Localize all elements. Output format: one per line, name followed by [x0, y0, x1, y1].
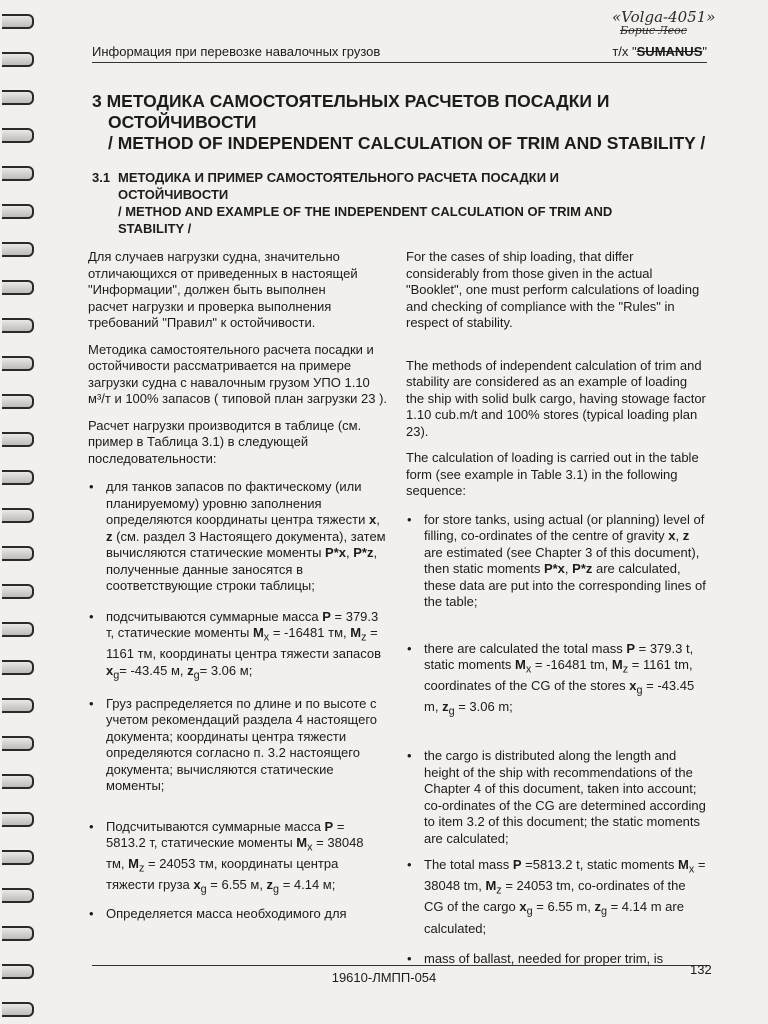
section-3-1-heading [92, 169, 712, 237]
ru-b2-text-c: = -16481 тм, [269, 625, 351, 640]
vessel-prefix: т/х " [612, 44, 637, 59]
ru-b4-text-e: = 6.55 м, [206, 877, 267, 893]
vessel-suffix: " [702, 44, 707, 59]
binding-ring [2, 812, 34, 827]
russian-column [88, 249, 388, 923]
binding-ring [2, 888, 34, 903]
en-b2-mx: M [515, 657, 526, 672]
ru-bullet-1 [88, 479, 388, 595]
ru-b1-x: x [368, 512, 377, 527]
ru-b4-text-a: Подсчитываются суммарные масса [106, 818, 325, 834]
en-b5-text: mass of ballast, needed for proper trim, is [424, 951, 664, 967]
section-3-heading-line1: 3 МЕТОДИКА САМОСТОЯТЕЛЬНЫХ РАСЧЕТОВ ПОСАДКИ И [92, 91, 610, 111]
bullet-dot: • [407, 640, 412, 656]
footer-document-code: 19610-ЛМПП-054 [331, 970, 437, 985]
ru-b4-xg: x [193, 877, 201, 893]
ru-b4-text-f: = 4.14 м; [279, 877, 336, 893]
en-b2-mx-sub: x [525, 663, 532, 676]
binding-ring [2, 90, 34, 105]
ru-b2-zg: z [187, 662, 194, 678]
binding-ring [2, 356, 34, 371]
binding-ring [2, 508, 34, 523]
en-b4-text-f: = 4.14 m are calculated; [424, 899, 684, 936]
ru-b2-text-f: = 3.06 м; [199, 662, 253, 678]
binding-ring [2, 128, 34, 143]
en-b2-zg-sub: g [448, 705, 455, 718]
ru-b2-zg-sub: g [193, 669, 200, 682]
ru-b4-mx: M [296, 835, 308, 851]
binding-ring [2, 584, 34, 599]
en-b2-text-d: = 1161 tm, coordinates of the CG of the stores [424, 657, 693, 694]
en-b2-p: P [626, 640, 636, 656]
header-divider [92, 62, 707, 63]
bullet-dot: • [407, 951, 412, 967]
ru-b4-mx-sub: x [307, 841, 313, 854]
ru-b4-xg-sub: g [200, 883, 207, 896]
ru-b2-mx-sub: x [263, 631, 270, 644]
ru-b4-p: P [324, 818, 334, 834]
en-b2-zg: z [442, 699, 449, 715]
bullet-dot: • [89, 479, 94, 494]
section-3-1-line4: STABILITY / [118, 221, 192, 236]
en-b1-text-a: for store tanks, using actual (or planning) level of filling, co-ordinates of the centre of gravity [424, 511, 705, 543]
ru-b3-text: Груз распределяется по длине и по высоте с учетом рекомендаций раздела 4 настоящего документа; координаты центра тяжести определяются согласно п. 3.2 настоящего документа; вычисляются статические моменты; [106, 695, 378, 794]
bullet-dot: • [407, 511, 412, 527]
en-b1-x: x [668, 528, 676, 543]
binding-ring [2, 242, 34, 257]
en-b4-text-b: =5813.2 t, static moments [521, 857, 678, 873]
en-bullet-2 [406, 641, 706, 721]
ru-b4-text-d: = 24053 тм, координаты центра тяжести груза [106, 856, 339, 893]
binding-ring [2, 432, 34, 447]
section-3-heading [92, 91, 732, 154]
en-b1-text-c: are estimated (see Chapter 3 of this document), then static moments [424, 544, 700, 576]
binding-ring [2, 546, 34, 561]
en-b4-zg: z [594, 899, 601, 915]
section-3-1-line1: МЕТОДИКА И ПРИМЕР САМОСТОЯТЕЛЬНОГО РАСЧЕТА ПОСАДКИ И [118, 170, 560, 185]
ru-paragraph-2: Методика самостоятельного расчета посадки и остойчивости рассматривается на примере загрузки судна с навалочным грузом УПО 1.10 м³/т и 100% запасов ( типовой план загрузки 23 ). [88, 341, 388, 406]
bullet-dot: • [89, 906, 94, 922]
ru-b2-xg: x [106, 662, 114, 678]
ru-b1-text-c: (см. раздел 3 Настоящего документа), затем вычисляются статические моменты [106, 528, 386, 560]
binding-ring [2, 166, 34, 181]
binding-ring [2, 14, 34, 29]
bullet-dot: • [407, 857, 412, 873]
en-b1-text-b: , [675, 528, 683, 543]
binding-ring [2, 926, 34, 941]
section-3-1-number: 3.1 [92, 170, 111, 185]
en-b1-text-e: are calculated, these data are put into the corresponding lines of the table; [424, 561, 706, 609]
en-b2-mz: M [611, 657, 623, 672]
ru-b4-text-c: = 38048 тм, [106, 835, 364, 872]
en-b4-p: P [512, 857, 522, 873]
ru-b4-zg: z [266, 877, 274, 893]
ru-paragraph-3: Расчет нагрузки производится в таблице (см. пример в Таблица 3.1) в следующей последовательности: [88, 417, 362, 466]
en-b4-xg: x [519, 899, 527, 915]
en-b2-text-e: = -43.45 m, [424, 678, 695, 715]
ru-bullet-3 [88, 696, 386, 795]
binding-ring [2, 318, 34, 333]
en-b2-xg-sub: g [636, 684, 643, 697]
ru-b1-text-e: , полученные данные заносятся в соответствующие строки таблицы; [106, 545, 378, 593]
binding-ring [2, 850, 34, 865]
section-3-heading-line2: ОСТОЙЧИВОСТИ [108, 112, 257, 132]
ru-b2-mz: M [350, 625, 362, 640]
ru-b2-text-d: = 1161 тм, координаты центра тяжести запасов [106, 625, 382, 662]
binding-ring [2, 470, 34, 485]
en-b2-text-f: = 3.06 m; [454, 699, 513, 715]
footer-divider [92, 965, 707, 966]
ru-bullet-2 [88, 609, 381, 684]
vessel-name: SUMANUS [636, 44, 703, 59]
english-column [406, 249, 706, 968]
ru-b2-text-b: = 379.3 т, статические моменты [106, 608, 379, 640]
page-number: 132 [690, 962, 712, 977]
en-b2-mz-sub: z [622, 663, 629, 676]
binding-ring [2, 204, 34, 219]
ru-b2-text-e: = -43.45 м, [119, 662, 188, 678]
binding-ring [2, 280, 34, 295]
en-b1-z: z [682, 528, 690, 543]
ru-paragraph-1: Для случаев нагрузки судна, значительно отличающихся от приведенных в настоящей "Информации", должен быть выполнен расчет нагрузки и проверка выполнения требований "Правил" к остойчивости. [88, 249, 358, 330]
en-b4-zg-sub: g [600, 906, 607, 919]
ru-b2-mx: M [252, 625, 264, 640]
en-b3-text: the cargo is distributed along the length and height of the ship with recommendations of the Chapter 4 of this document, taken into account; co-ordinates of the CG are determined according to item 3.2 of this document; the static moments are calculated; [424, 748, 706, 846]
en-b2-text-b: = 379.3 t, static moments [424, 640, 694, 672]
ru-b2-mz-sub: z [361, 631, 367, 644]
en-paragraph-1: For the cases of ship loading, that differ considerably from those given in the actual "Booklet", one must perform calculations of loading and checking of compliance with the "Rules" in respect of stability. [406, 249, 700, 330]
en-b4-text-d: = 24053 tm, co-ordinates of the CG of the cargo [424, 878, 686, 915]
ru-b2-p: P [322, 608, 331, 624]
en-b1-pz: P*z [572, 561, 593, 576]
en-bullet-4 [406, 857, 706, 937]
bullet-dot: • [407, 748, 412, 764]
en-b4-text-e: = 6.55 m, [532, 899, 595, 915]
en-b4-xg-sub: g [526, 906, 533, 919]
handwritten-annotation [612, 8, 715, 37]
binding-ring [2, 394, 34, 409]
ru-bullet-4 [88, 819, 381, 899]
bullet-dot: • [89, 818, 94, 834]
ru-b1-text-a: для танков запасов по фактическому (или планируемому) уровню заполнения определяются координаты центра тяжести [106, 479, 369, 527]
ru-b4-mz-sub: z [138, 862, 145, 875]
ru-b4-mz: M [128, 856, 139, 872]
en-bullet-1 [406, 512, 706, 611]
handwritten-struck-text: Борис Леос [620, 24, 687, 37]
binding-ring [2, 52, 34, 67]
binding-ring [2, 622, 34, 637]
bullet-dot: • [89, 695, 94, 711]
ru-b1-px: P*x [325, 545, 346, 560]
ru-b2-text-a: подсчитываются суммарные масса [106, 608, 323, 624]
ru-b4-text-b: = 5813.2 т, статические моменты [106, 818, 345, 851]
header-title: Информация при перевозке навалочных грузов [92, 44, 381, 59]
en-b4-mx-sub: x [688, 863, 695, 876]
ru-b5-text: Определяется масса необходимого для [106, 906, 347, 922]
en-b4-mz: M [485, 878, 497, 894]
ru-b2-xg-sub: g [113, 669, 120, 682]
ru-b1-pz: P*z [353, 545, 374, 560]
section-3-1-line3: / METHOD AND EXAMPLE OF THE INDEPENDENT CALCULATION OF TRIM AND [118, 204, 613, 219]
ru-bullet-5 [88, 906, 388, 923]
en-b4-mx: M [678, 857, 689, 873]
section-3-1-line2: ОСТОЙЧИВОСТИ [118, 187, 229, 202]
ru-b1-z: z [106, 528, 113, 544]
header-vessel [612, 44, 707, 59]
binding-ring [2, 698, 34, 713]
section-3-heading-line3: / METHOD OF INDEPENDENT CALCULATION OF TRIM AND STABILITY / [108, 133, 706, 153]
ru-b4-zg-sub: g [273, 883, 280, 896]
spiral-binding [0, 0, 38, 1024]
en-b2-xg: x [629, 678, 637, 694]
en-paragraph-2: The methods of independent calculation of trim and stability are considered as an example of loading the ship with solid bulk cargo, having stowage factor 1.10 cub.m/t and 100% stores (typical loading plan 23). [406, 357, 706, 439]
en-b1-text-d: , [564, 561, 573, 576]
en-b4-text-a: The total mass [424, 857, 513, 873]
en-b2-text-a: there are calculated the total mass [424, 640, 627, 656]
ru-b1-text-d: , [346, 545, 354, 560]
handwritten-vessel-name: «Volga-4051» [612, 8, 716, 26]
binding-ring [2, 774, 34, 789]
en-b4-mz-sub: z [496, 884, 502, 897]
en-paragraph-3: The calculation of loading is carried out in the table form (see example in Table 3.1) in the following sequence: [406, 450, 699, 498]
binding-ring [2, 1002, 34, 1017]
en-bullet-3 [406, 748, 706, 847]
binding-ring [2, 660, 34, 675]
binding-ring [2, 736, 34, 751]
bullet-dot: • [89, 608, 94, 624]
ru-b1-text-b: , [376, 512, 380, 527]
en-b1-px: P*x [543, 561, 565, 576]
en-b4-text-c: = 38048 tm, [424, 857, 706, 894]
en-b2-text-c: = -16481 tm, [531, 657, 612, 672]
